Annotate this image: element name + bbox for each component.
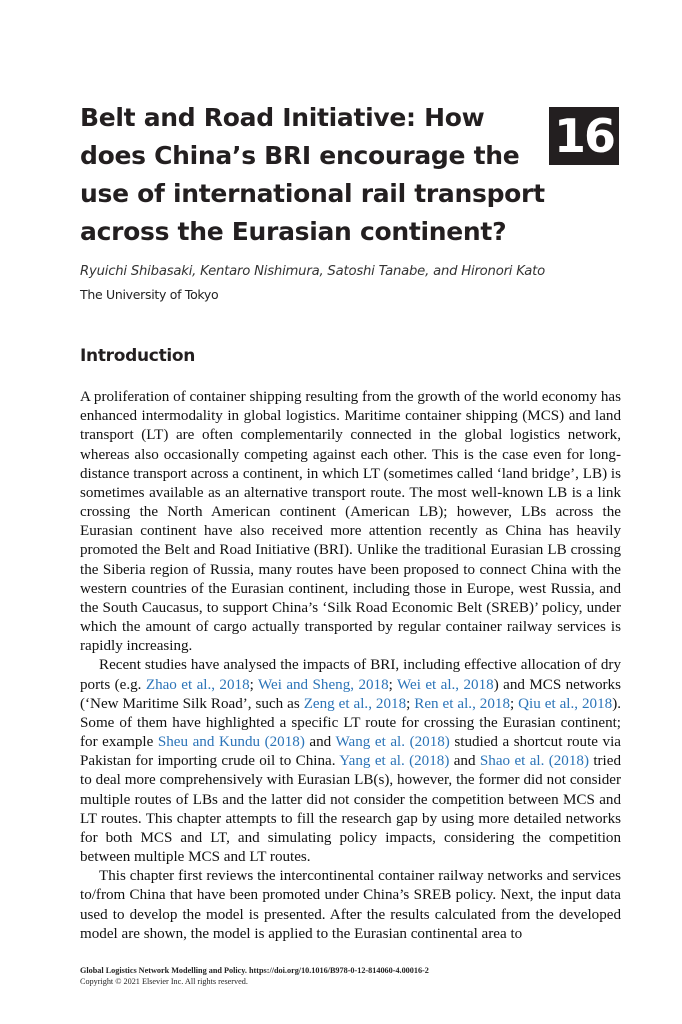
citation-link[interactable]: Qiu et al., 2018	[518, 695, 613, 712]
paragraph-2	[80, 656, 621, 867]
citation-link[interactable]: Zhao et al., 2018	[145, 676, 250, 693]
paragraph-text: ;	[388, 676, 397, 693]
paragraph-text: and	[449, 753, 480, 770]
section-heading-introduction: Introduction	[80, 346, 196, 366]
citation-link[interactable]: Wei et al., 2018	[396, 676, 494, 693]
paragraph-text: Recent studies have analysed the impacts of BRI, including effective allocation of dry ports (e.g.	[80, 657, 621, 693]
paragraph-text: tried to deal more comprehensively with Eurasian LB(s), however, the former did not consider multiple routes of LBs and the latter did not consider the competition between MCS and LT routes. This chapter attempts to fill the research gap by using more detailed networks for both MCS and LT, and simulating policy impacts, considering the competition between multiple MCS and LT routes.	[80, 753, 621, 866]
author-affiliation: The University of Tokyo	[80, 287, 219, 302]
paragraph-text: ). Some of them have highlighted a specific LT route for crossing the Eurasian continent; for example	[80, 695, 622, 751]
chapter-title: Belt and Road Initiative: How does China’s BRI encourage the use of international rail transport across the Eurasian continent?	[80, 103, 545, 246]
paragraph-text: ;	[249, 676, 258, 693]
citation-link[interactable]: Shao et al. (2018)	[479, 753, 589, 770]
chapter-authors: Ryuichi Shibasaki, Kentaro Nishimura, Satoshi Tanabe, and Hironori Kato	[80, 264, 545, 279]
paragraph-1: A proliferation of container shipping resulting from the growth of the world economy has enhanced intermodality in global logistics. Maritime container shipping (MCS) and land transport (LT) are often complementarily connected in the global logistics network, whereas also occasionally competing against each other. This is the case even for long-distance transport across a continent, in which LT (sometimes called ‘land bridge’, LB) is sometimes available as an alternative transport route. The most well-known LB is a link crossing the North American continent (American LB); however, LBs across the Eurasian continent have also received more attention recently as China has heavily promoted the Belt and Road Initiative (BRI). Unlike the traditional Eurasian LB crossing the Siberia region of Russia, many routes have been proposed to connect China with the western countries of the Eurasian continent, including those in Europe, west Russia, and the South Caucasus, to support China’s ‘Silk Road Economic Belt (SREB)’ policy, under which the amount of cargo actually transported by regular container railway services is rapidly increasing.	[80, 389, 621, 655]
citation-link[interactable]: Wang et al. (2018)	[335, 734, 450, 751]
page-footer	[80, 965, 621, 987]
paragraph-text: studied a shortcut route via Pakistan for importing crude oil to China.	[80, 734, 621, 770]
introduction-body	[80, 388, 621, 944]
paragraph-text: ) and MCS networks (‘New Maritime Silk Road’, such as	[80, 676, 621, 712]
citation-link[interactable]: Zeng et al., 2018	[303, 695, 407, 712]
book-info: Global Logistics Network Modelling and Policy. https://doi.org/10.1016/B978-0-12-814060-4.00016-2	[80, 966, 429, 975]
paragraph-text: ;	[510, 695, 519, 712]
citation-link[interactable]: Ren et al., 2018	[414, 695, 510, 712]
paragraph-3: This chapter first reviews the intercontinental container railway networks and services to/from China that have been promoted under China’s SREB policy. Next, the input data used to develop the model is presented. After the results calculated from the developed model are shown, the model is applied to the Eurasian continental area to	[80, 868, 621, 942]
paragraph-text: ;	[406, 695, 415, 712]
citation-link[interactable]: Wei and Sheng, 2018	[257, 676, 389, 693]
paragraph-text: and	[304, 734, 336, 751]
citation-link[interactable]: Yang et al. (2018)	[339, 753, 450, 770]
chapter-number-badge: 16	[549, 107, 619, 165]
copyright-notice: Copyright © 2021 Elsevier Inc. All rights reserved.	[80, 977, 248, 986]
citation-link[interactable]: Sheu and Kundu (2018)	[157, 734, 305, 751]
